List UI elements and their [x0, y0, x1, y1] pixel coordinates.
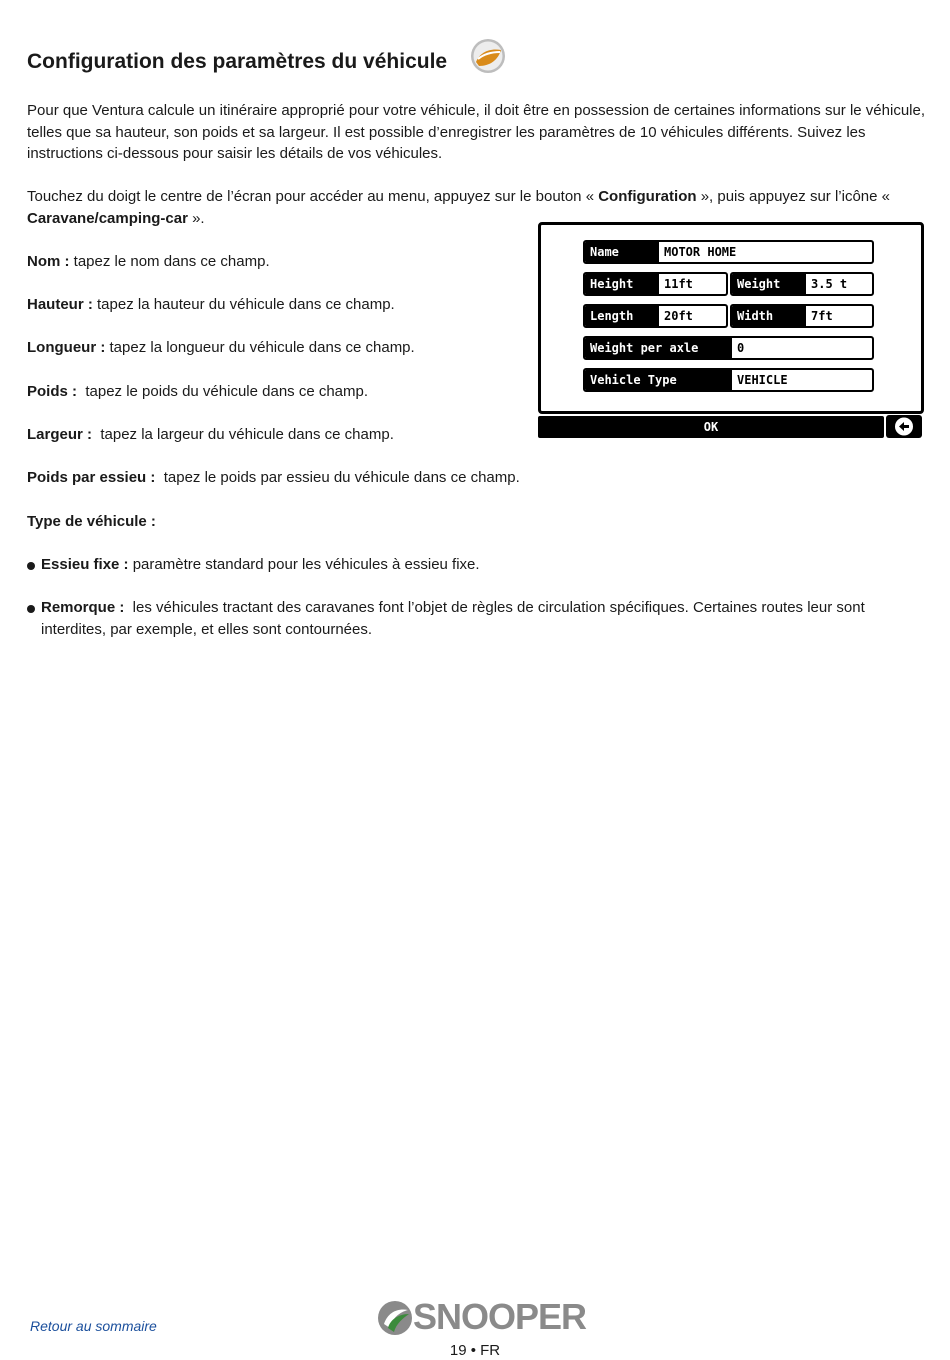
field-text: tapez le poids du véhicule dans ce champ.: [77, 383, 369, 400]
device-screen: [538, 222, 924, 414]
field-poids: [27, 381, 368, 402]
touch-after: ».: [187, 209, 205, 227]
field-label: Type de véhicule :: [27, 513, 156, 530]
length-field[interactable]: [583, 304, 728, 328]
field-label: Largeur :: [27, 426, 93, 443]
touch-middle: », puis appuyez sur l’icône «: [696, 188, 890, 205]
ok-button[interactable]: OK: [538, 416, 884, 438]
length-label: Length: [585, 306, 659, 326]
back-to-contents-link[interactable]: Retour au sommaire: [30, 1318, 157, 1334]
field-text: tapez la longueur du véhicule dans ce champ.: [105, 339, 415, 356]
weight-field[interactable]: [730, 272, 874, 296]
name-field[interactable]: [583, 240, 874, 264]
touch-caravane: Caravane/camping-car: [27, 209, 188, 227]
bullet-essieu-fixe: [41, 554, 901, 576]
field-label: Poids par essieu :: [27, 469, 156, 486]
length-value: 20ft: [664, 309, 693, 323]
bullet-dot: [27, 605, 35, 613]
bullet-text: paramètre standard pour les véhicules à essieu fixe.: [128, 556, 480, 573]
axle-field[interactable]: [583, 336, 874, 360]
vehicle-type-label: Vehicle Type: [585, 370, 732, 390]
field-text: tapez la largeur du véhicule dans ce champ.: [92, 426, 394, 443]
field-text: tapez la hauteur du véhicule dans ce champ.: [92, 296, 395, 313]
back-arrow-icon: [886, 415, 922, 438]
vehicle-type-field[interactable]: [583, 368, 874, 392]
width-value: 7ft: [811, 309, 833, 323]
height-label: Height: [585, 274, 659, 294]
bullet-dot: [27, 562, 35, 570]
field-text: tapez le nom dans ce champ.: [69, 253, 270, 270]
field-poids-essieu: [27, 467, 520, 488]
snooper-logo-text: SNOOPER: [413, 1296, 587, 1337]
field-label: Longueur :: [27, 339, 106, 356]
bullet-text: les véhicules tractant des caravanes font l’objet de règles de circulation spécifiques. Certaines routes leur sont interdites, par exemple, et elles sont contournées.: [41, 599, 869, 638]
page-title: Configuration des paramètres du véhicule: [27, 50, 448, 73]
width-field[interactable]: [730, 304, 874, 328]
field-largeur: [27, 424, 394, 445]
weight-label: Weight: [732, 274, 806, 294]
field-label: Poids :: [27, 383, 78, 400]
caravan-settings-icon: [470, 38, 506, 74]
field-label: Hauteur :: [27, 296, 93, 313]
bullet-remorque: [41, 597, 901, 640]
axle-label: Weight per axle: [585, 338, 732, 358]
vehicle-type-value: VEHICLE: [737, 373, 788, 387]
back-button[interactable]: [886, 415, 922, 438]
field-hauteur: [27, 294, 395, 315]
width-label: Width: [732, 306, 806, 326]
field-nom: [27, 251, 270, 272]
bullet-label: Remorque :: [41, 599, 125, 616]
page-number: 19 • FR: [449, 1342, 501, 1359]
field-label: Nom :: [27, 253, 70, 270]
weight-value: 3.5 t: [811, 277, 848, 291]
bullet-label: Essieu fixe :: [41, 556, 129, 573]
name-label: Name: [585, 242, 659, 262]
axle-value: 0: [737, 341, 745, 355]
field-text: tapez le poids par essieu du véhicule dans ce champ.: [155, 469, 520, 486]
touch-config: Configuration: [598, 188, 697, 205]
touch-before: Touchez du doigt le centre de l’écran pour accéder au menu, appuyez sur le bouton «: [27, 188, 599, 205]
name-value: MOTOR HOME: [664, 245, 737, 259]
height-value: 11ft: [664, 277, 693, 291]
height-field[interactable]: [583, 272, 728, 296]
field-longueur: [27, 337, 415, 358]
intro-paragraph: Pour que Ventura calcule un itinéraire approprié pour votre véhicule, il doit être en possession de certaines informations sur le véhicule, telles que sa hauteur, son poids et sa largeur. Il est possible d’enregistrer les paramètres de 10 véhicules différents. Suivez les instructions ci-dessous pour saisir les détails de vos véhicules.: [27, 102, 926, 163]
field-type: [27, 511, 156, 532]
